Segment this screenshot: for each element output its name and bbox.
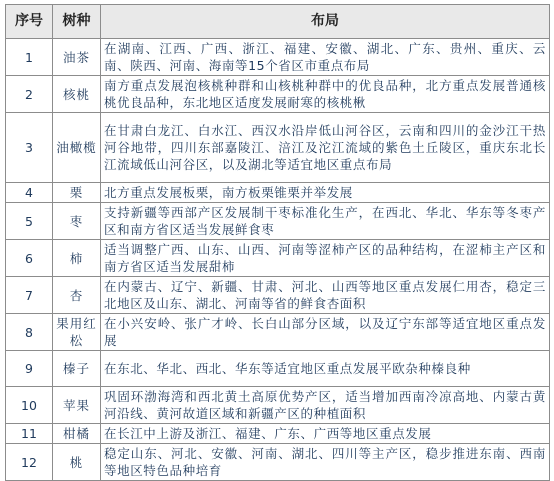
layout-description: 稳定山东、河北、安徽、河南、湖北、四川等主产区，稳步推进东南、西南等地区特色品种培育 <box>101 444 550 481</box>
species-name: 榛子 <box>53 351 101 387</box>
table-header-row <box>6 5 550 39</box>
table-row <box>6 39 550 76</box>
row-number: 8 <box>6 314 53 351</box>
row-number: 11 <box>6 424 53 444</box>
layout-description: 北方重点发展板栗，南方板栗锥栗并举发展 <box>101 183 550 203</box>
species-name: 桃 <box>53 444 101 481</box>
header-layout: 布局 <box>101 5 550 39</box>
species-name: 核桃 <box>53 76 101 113</box>
table-row <box>6 444 550 481</box>
row-number: 12 <box>6 444 53 481</box>
table-row <box>6 203 550 240</box>
layout-table-container <box>5 4 549 481</box>
tree-species-layout-table <box>5 4 550 481</box>
row-number: 5 <box>6 203 53 240</box>
table-row <box>6 314 550 351</box>
layout-description: 巩固环渤海湾和西北黄土高原优势产区，适当增加西南冷凉高地、内蒙古黄河沿线、黄河故道区域和新疆产区的种植面积 <box>101 387 550 424</box>
table-row <box>6 387 550 424</box>
species-name: 果用红松 <box>53 314 101 351</box>
species-name: 枣 <box>53 203 101 240</box>
table-row <box>6 76 550 113</box>
layout-description: 在小兴安岭、张广才岭、长白山部分区域，以及辽宁东部等适宜地区重点发展 <box>101 314 550 351</box>
header-no: 序号 <box>6 5 53 39</box>
species-name: 栗 <box>53 183 101 203</box>
table-row <box>6 183 550 203</box>
row-number: 9 <box>6 351 53 387</box>
layout-description: 适当调整广西、山东、山西、河南等涩柿产区的品种结构，在涩柿主产区和南方省区适当发展甜柿 <box>101 240 550 277</box>
row-number: 7 <box>6 277 53 314</box>
layout-description: 支持新疆等西部产区发展制干枣标准化生产，在西北、华北、华东等冬枣产区和南方省区适当发展鲜食枣 <box>101 203 550 240</box>
header-species: 树种 <box>53 5 101 39</box>
table-row <box>6 424 550 444</box>
species-name: 杏 <box>53 277 101 314</box>
table-row <box>6 351 550 387</box>
layout-description: 在东北、华北、西北、华东等适宜地区重点发展平欧杂种榛良种 <box>101 351 550 387</box>
species-name: 苹果 <box>53 387 101 424</box>
table-row <box>6 277 550 314</box>
layout-description: 在内蒙古、辽宁、新疆、甘肃、河北、山西等地区重点发展仁用杏，稳定三北地区及山东、湖北、河南等省的鲜食杏面积 <box>101 277 550 314</box>
species-name: 油橄榄 <box>53 113 101 183</box>
row-number: 10 <box>6 387 53 424</box>
row-number: 3 <box>6 113 53 183</box>
layout-description: 在湖南、江西、广西、浙江、福建、安徽、湖北、广东、贵州、重庆、云南、陕西、河南、海南等15个省区市重点布局 <box>101 39 550 76</box>
species-name: 油茶 <box>53 39 101 76</box>
row-number: 6 <box>6 240 53 277</box>
layout-description: 南方重点发展泡核桃种群和山核桃种群中的优良品种，北方重点发展普通核桃优良品种，东北地区适度发展耐寒的核桃楸 <box>101 76 550 113</box>
species-name: 柑橘 <box>53 424 101 444</box>
species-name: 柿 <box>53 240 101 277</box>
row-number: 1 <box>6 39 53 76</box>
table-row <box>6 113 550 183</box>
layout-description: 在长江中上游及浙江、福建、广东、广西等地区重点发展 <box>101 424 550 444</box>
row-number: 4 <box>6 183 53 203</box>
row-number: 2 <box>6 76 53 113</box>
layout-description: 在甘肃白龙江、白水江、西汉水沿岸低山河谷区，云南和四川的金沙江干热河谷地带，四川东部嘉陵江、涪江及沱江流域的紫色土丘陵区，重庆东北长江流域低山河谷区，以及湖北等适宜地区重点布局 <box>101 113 550 183</box>
table-row <box>6 240 550 277</box>
